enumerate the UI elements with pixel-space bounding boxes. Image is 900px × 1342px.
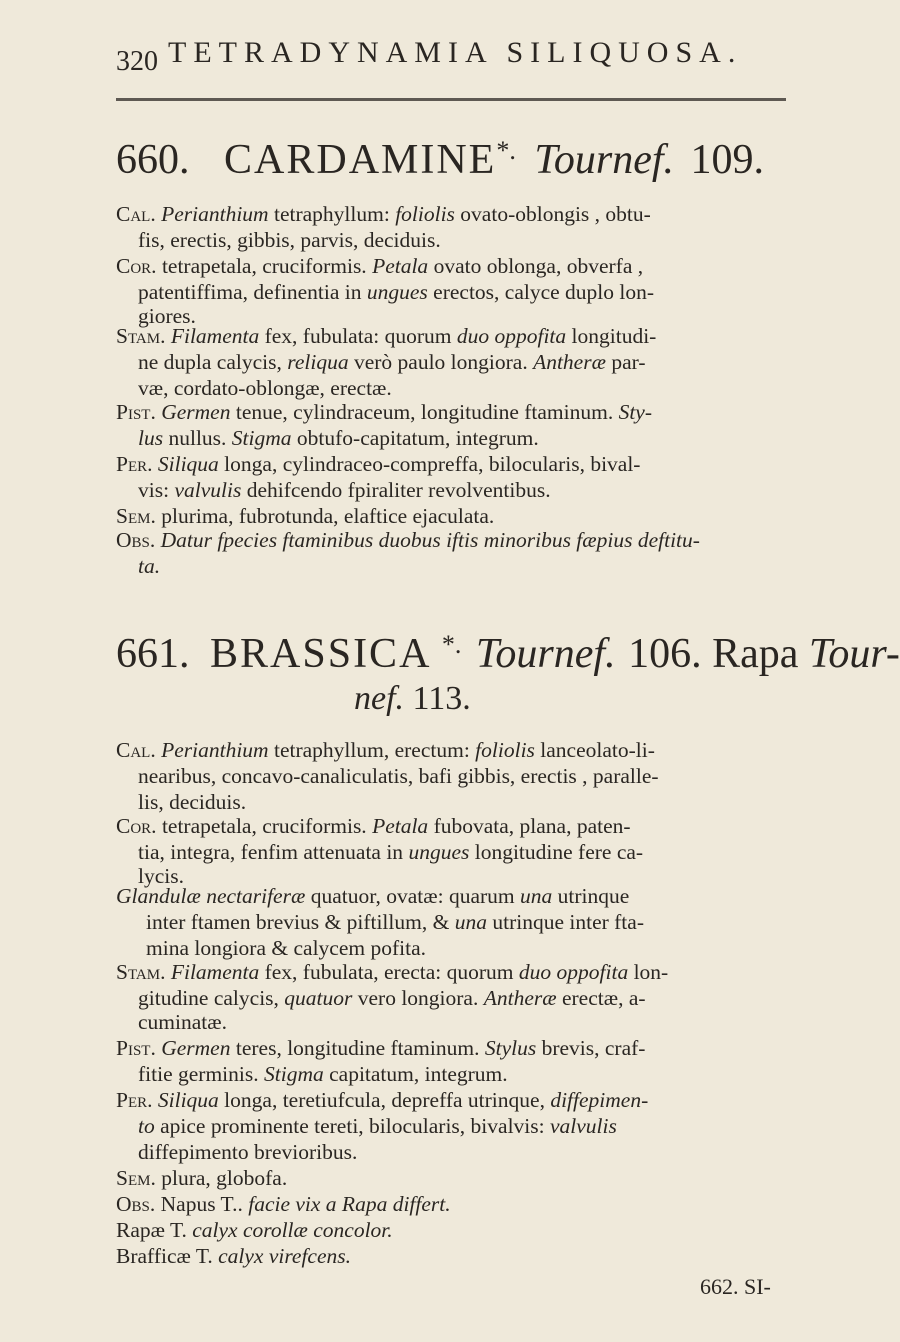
entry-660-heading [116,136,764,184]
entry-661-line-3: lis, deciduis. [138,790,247,814]
entry-661-heading-cont [354,680,471,718]
header-rule [116,98,786,101]
entry-661-line-9: mina longiora & calycem pofita. [146,936,427,960]
entry-661-line-4: Cor. tetrapetala, cruciformis. Petala fubovata, plana, paten- [116,814,631,838]
entry-661-line-18: Sem. plura, globofa. [116,1166,288,1190]
asterisk-mark: *. [441,630,462,659]
entry-660-line-5: giores. [138,304,196,328]
entry-661-line-10: Stam. Filamenta fex, fubulata, erecta: quorum duo oppofita lon- [116,960,669,984]
entry-660-line-4: patentiffima, definentia in ungues erectos, calyce duplo lon- [138,280,655,304]
entry-660-line-2: fis, erectis, gibbis, parvis, deciduis. [138,228,441,252]
entry-660-line-11: Per. Siliqua longa, cylindraceo-compreffa, bilocularis, bival- [116,452,641,476]
reference-number: 106. [628,631,702,677]
entry-661-line-17: diffepimento brevioribus. [138,1140,358,1164]
genus-name: BRASSICA [210,631,432,677]
entry-661-heading [116,630,900,678]
alternate-reference: 113. [412,680,471,717]
entry-661-line-12: cuminatæ. [138,1010,227,1034]
entry-661-line-20: Rapæ T. calyx corollæ concolor. [116,1218,393,1242]
entry-661-line-15: Per. Siliqua longa, teretiufcula, depreffa utrinque, diffepimen- [116,1088,649,1112]
entry-661-line-11: gitudine calycis, quatuor vero longiora. Antheræ erectæ, a- [138,986,646,1010]
entry-660-line-3: Cor. tetrapetala, cruciformis. Petala ovato oblonga, obverfa , [116,254,644,278]
genus-name: CARDAMINE [224,137,497,183]
page-number: 320 [116,46,158,77]
entry-660-line-8: væ, cordato-oblongæ, erectæ. [138,376,392,400]
entry-661-line-16: to apice prominente tereti, bilocularis, bivalvis: valvulis [138,1114,617,1138]
entry-660-line-15: ta. [138,554,161,578]
entry-661-line-7: Glandulæ nectariferæ quatuor, ovatæ: quarum una utrinque [116,884,630,908]
entry-660-line-6: Stam. Filamenta fex, fubulata: quorum duo oppofita longitudi- [116,324,657,348]
entry-660-line-14: Obs. Datur fpecies ftaminibus duobus iftis minoribus fæpius deftitu- [116,528,700,552]
author-abbrev: Tournef. [534,137,675,183]
reference-number: 109. [690,137,765,183]
author-abbrev: Tournef. [475,631,616,677]
asterisk-mark: *. [496,136,516,165]
entry-660-line-13: Sem. plurima, fubrotunda, elaftice ejaculata. [116,504,495,528]
entry-661-line-21: Brafficæ T. calyx virefcens. [116,1244,352,1268]
entry-661-line-14: fitie germinis. Stigma capitatum, integrum. [138,1062,508,1086]
entry-number: 660. [116,137,190,183]
entry-661-line-13: Pist. Germen teres, longitudine ftaminum. Stylus brevis, craf- [116,1036,646,1060]
entry-661-line-5: tia, integra, fenfim attenuata in ungues longitudine fere ca- [138,840,644,864]
entry-660-line-10: lus nullus. Stigma obtufo-capitatum, integrum. [138,426,539,450]
alternate-author-cont: nef. [354,680,405,717]
entry-660-line-7: ne dupla calycis, reliqua verò paulo longiora. Antheræ par- [138,350,646,374]
entry-660-line-12: vis: valvulis dehifcendo fpiraliter revolventibus. [138,478,551,502]
alternate-author: Tour- [808,631,900,677]
entry-661-line-2: nearibus, concavo-canaliculatis, bafi gibbis, erectis , paralle- [138,764,659,788]
entry-660-line-9: Pist. Germen tenue, cylindraceum, longitudine ftaminum. Sty- [116,400,653,424]
alternate-name: Rapa [712,631,799,677]
entry-661-line-8: inter ftamen brevius & piftillum, & una utrinque inter fta- [146,910,644,934]
entry-661-line-6: lycis. [138,864,184,888]
entry-660-line-1: Cal. Perianthium tetraphyllum: foliolis ovato-oblongis , obtu- [116,202,651,226]
entry-number: 661. [116,631,190,677]
entry-661-line-1: Cal. Perianthium tetraphyllum, erectum: foliolis lanceolato-li- [116,738,655,762]
entry-661-line-19: Obs. Napus T.. facie vix a Rapa differt. [116,1192,451,1216]
catchword: 662. SI- [700,1274,771,1299]
running-title: TETRADYNAMIA SILIQUOSA. [168,36,743,69]
